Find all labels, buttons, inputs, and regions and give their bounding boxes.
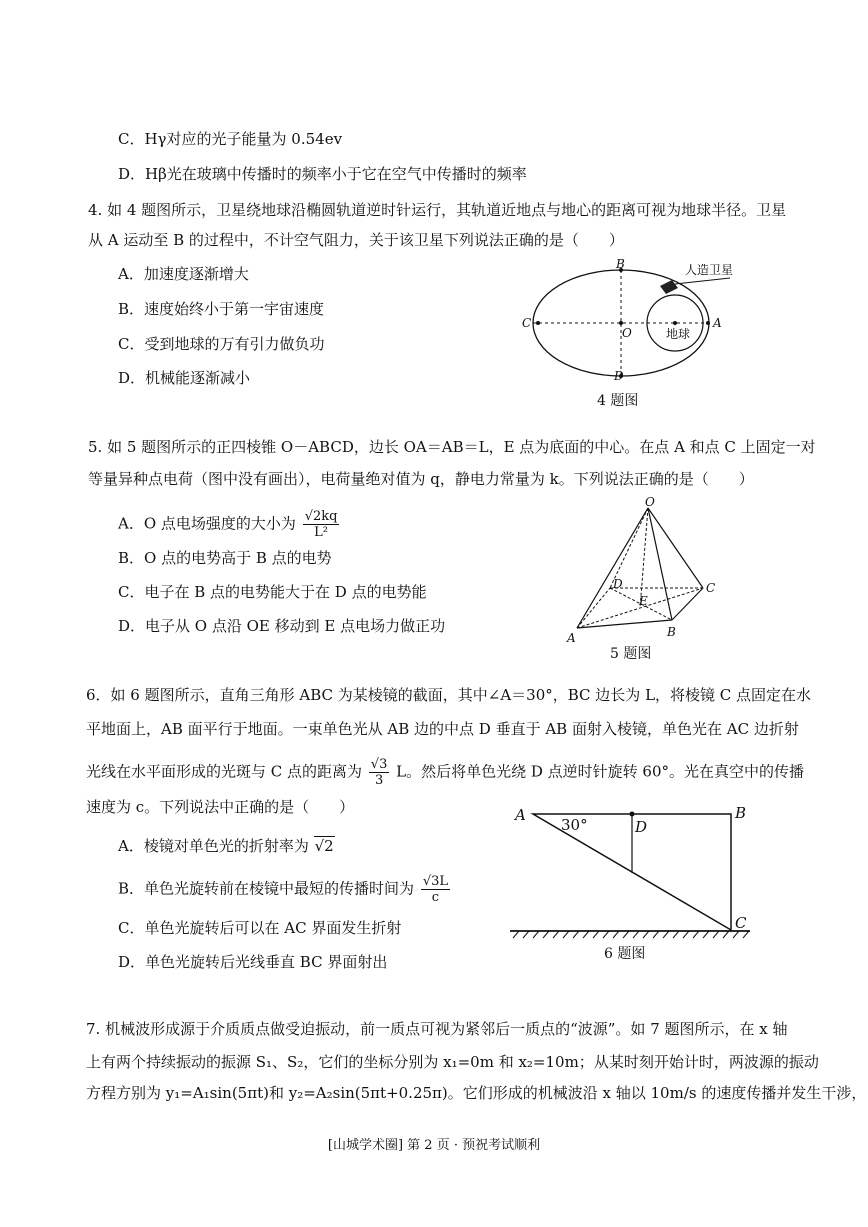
- q4-stem-line2: 从 A 运动至 B 的过程中，不计空气阻力，关于该卫星下列说法正确的是（ ）: [88, 231, 624, 249]
- q6-option-b-numerator: √3L: [422, 874, 448, 889]
- q5-option-a-denominator: L²: [314, 525, 328, 540]
- q7-stem-line1: 7. 机械波形成源于介质质点做受迫振动，前一质点可视为紧邻后一质点的“波源”。如 7 题图所示，在 x 轴: [86, 1020, 788, 1038]
- q6-stem-fraction: [369, 757, 390, 788]
- page-footer: [山城学术圈] 第 2 页 · 预祝考试顺利: [327, 1138, 541, 1153]
- q4-figure-caption: 4 题图: [597, 393, 639, 409]
- q5-option-a: [118, 509, 341, 540]
- q5-stem-line1: 5. 如 5 题图所示的正四棱锥 O－ABCD，边长 OA＝AB＝L，E 点为底面的中心。在点 A 和点 C 上固定一对: [88, 438, 816, 456]
- q4-label-b: B: [616, 257, 625, 271]
- q6-stem-numerator: √3: [370, 757, 388, 772]
- q3-option-c: C．Hγ对应的光子能量为 0.54ev: [118, 130, 343, 148]
- q5-option-c: C．电子在 B 点的电势能大于在 D 点的电势能: [118, 583, 427, 601]
- q6-option-c: C．单色光旋转后可以在 AC 界面发生折射: [118, 919, 402, 937]
- q7-stem-line2: 上有两个持续振动的振源 S₁、S₂，它们的坐标分别为 x₁=0m 和 x₂=10m；从某时刻开始计时，两波源的振动: [86, 1053, 819, 1071]
- q5-figure: [565, 495, 735, 648]
- q4-option-b: B．速度始终小于第一宇宙速度: [118, 300, 325, 318]
- q4-label-earth: 地球: [666, 327, 691, 341]
- q6-option-b: [118, 874, 452, 905]
- q5-label-b: B: [667, 625, 676, 639]
- q5-label-d: D: [613, 577, 623, 591]
- q4-label-o: O: [622, 326, 632, 340]
- q6-stem-line3-post: L。然后将单色光绕 D 点逆时针旋转 60°。光在真空中的传播: [396, 762, 805, 781]
- q4-label-c: C: [522, 316, 532, 330]
- q6-option-a: [118, 835, 335, 857]
- q6-label-a: A: [515, 806, 526, 824]
- q5-label-c: C: [706, 581, 716, 595]
- q4-figure: [510, 258, 750, 388]
- q6-stem-line3: [86, 757, 804, 788]
- q5-option-a-numerator: √2kq: [304, 509, 338, 524]
- q5-label-a: A: [567, 631, 576, 645]
- q6-label-angle: 30°: [561, 816, 588, 834]
- q6-label-b: B: [735, 804, 747, 822]
- q6-figure-caption: 6 题图: [604, 946, 646, 962]
- q6-option-b-fraction: [421, 874, 450, 905]
- q6-label-d: D: [635, 818, 648, 836]
- q4-label-satellite: 人造卫星: [685, 263, 734, 277]
- q5-label-e: E: [639, 594, 648, 608]
- q6-stem-line4: 速度为 c。下列说法中正确的是（ ）: [86, 798, 355, 816]
- q6-option-b-denominator: c: [431, 890, 440, 905]
- q7-stem-line3: 方程方别为 y₁=A₁sin(5πt)和 y₂=A₂sin(5πt+0.25π)。它们形成的机械波沿 x 轴以 10m/s 的速度传播并发生干涉，: [86, 1084, 867, 1102]
- q4-option-d: D．机械能逐渐减小: [118, 369, 251, 387]
- q4-stem-line1: 4. 如 4 题图所示，卫星绕地球沿椭圆轨道逆时针运行，其轨道近地点与地心的距离可视为地球半径。卫星: [88, 201, 787, 219]
- q4-label-d: D: [614, 369, 624, 383]
- q6-option-a-value: √2: [314, 837, 334, 855]
- q6-stem-line2: 平地面上，AB 面平行于地面。一束单色光从 AB 边的中点 D 垂直于 AB 面射入棱镜，单色光在 AC 边折射: [86, 720, 799, 738]
- q6-stem-line3-pre: 光线在水平面形成的光斑与 C 点的距离为: [86, 762, 363, 781]
- q4-option-a: A．加速度逐渐增大: [118, 265, 249, 283]
- q5-label-o: O: [645, 495, 655, 509]
- q5-option-a-fraction: [303, 509, 340, 540]
- q4-option-c: C．受到地球的万有引力做负功: [118, 335, 325, 353]
- q5-figure-caption: 5 题图: [610, 646, 652, 662]
- q6-label-c: C: [735, 914, 747, 932]
- q6-option-a-text: A．棱镜对单色光的折射率为: [118, 837, 309, 855]
- q6-figure: [505, 800, 775, 950]
- q5-option-a-text: A．O 点电场强度的大小为: [118, 514, 296, 533]
- q6-option-d: D．单色光旋转后光线垂直 BC 界面射出: [118, 953, 388, 971]
- q6-stem-line1: 6．如 6 题图所示，直角三角形 ABC 为某棱镜的截面，其中∠A＝30°，BC 边长为 L，将棱镜 C 点固定在水: [86, 686, 812, 704]
- q6-stem-denominator: 3: [374, 773, 384, 788]
- q5-stem-line2: 等量异种点电荷（图中没有画出），电荷量绝对值为 q，静电力常量为 k。下列说法正确的是（ ）: [88, 470, 754, 488]
- q3-option-d: D．Hβ光在玻璃中传播时的频率小于它在空气中传播时的频率: [118, 165, 527, 183]
- q4-label-a: A: [713, 316, 722, 330]
- q5-option-d: D．电子从 O 点沿 OE 移动到 E 点电场力做正功: [118, 617, 446, 635]
- q5-option-b: B．O 点的电势高于 B 点的电势: [118, 549, 332, 567]
- q6-option-b-text: B．单色光旋转前在棱镜中最短的传播时间为: [118, 879, 415, 898]
